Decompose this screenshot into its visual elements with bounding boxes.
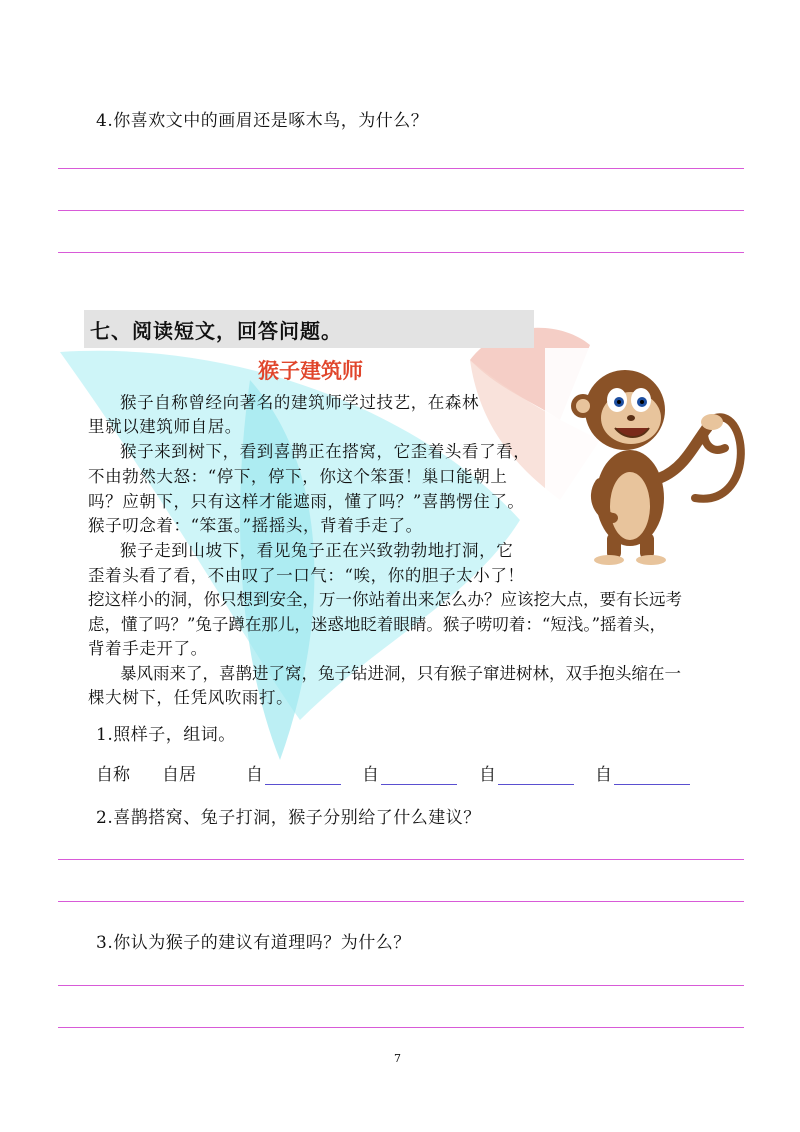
answer-line [58,252,744,253]
story-line: 猴子来到树下，看到喜鹊正在搭窝，它歪着头看了看， [120,442,531,461]
section-heading [84,310,534,348]
blank-input[interactable] [614,766,690,785]
blank-input[interactable] [265,766,341,785]
story-line: 歪着头看了看，不由叹了一口气：“唉，你的胆子太小了！ [88,566,525,585]
section-heading-text: 七、阅读短文，回答问题。 [90,319,342,343]
page-number: 7 [394,1052,401,1065]
monkey-illustration [545,348,755,570]
story-line: 不由勃然大怒：“停下，停下，你这个笨蛋！巢口能朝上 [88,467,508,486]
story-line: 吗？应朝下，只有这样才能遮雨，懂了吗？”喜鹊愣住了。 [88,492,525,511]
story-line: 里就以建筑师自居。 [88,417,242,436]
example-word: 自居 [162,765,196,785]
fill-blank-item [595,760,690,785]
story-line: 虑，懂了吗？”兔子蹲在那儿，迷惑地眨着眼睛。猴子唠叨着：“短浅。”摇着头， [88,615,667,634]
example-word: 自称 [96,765,130,785]
answer-line [58,901,744,902]
question-4-previous: 4.你喜欢文中的画眉还是啄木鸟，为什么？ [96,111,429,131]
story-line: 猴子自称曾经向著名的建筑师学过技艺，在森林 [120,393,480,412]
answer-line [58,859,744,860]
story-line: 猴子走到山坡下，看见兔子正在兴致勃勃地打洞，它 [120,541,514,560]
story-line: 棵大树下，任凭风吹雨打。 [88,688,294,707]
blank-input[interactable] [498,766,574,785]
answer-line [58,985,744,986]
blank-input[interactable] [381,766,457,785]
question-2: 2.喜鹊搭窝、兔子打洞，猴子分别给了什么建议？ [96,808,481,828]
answer-line [58,168,744,169]
fill-blank-item [246,760,341,785]
fill-blank-item [362,760,457,785]
story-line: 猴子叨念着：“笨蛋。”摇摇头，背着手走了。 [88,516,423,535]
question-1: 1.照样子，组词。 [96,725,236,745]
answer-line [58,210,744,211]
fill-blank-item [479,760,574,785]
blank-prefix: 自 [595,765,612,785]
blank-prefix: 自 [246,765,263,785]
story-line: 背着手走开了。 [88,639,208,658]
blank-prefix: 自 [362,765,379,785]
question-3: 3.你认为猴子的建议有道理吗？为什么？ [96,933,411,953]
story-line: 暴风雨来了，喜鹊进了窝，兔子钻进洞，只有猴子窜进树林，双手抱头缩在一 [120,664,681,683]
story-line: 挖这样小的洞，你只想到安全，万一你站着出来怎么办？应该挖大点，要有长远考 [88,590,682,609]
blank-prefix: 自 [479,765,496,785]
story-title: 猴子建筑师 [258,359,363,383]
answer-line [58,1027,744,1028]
